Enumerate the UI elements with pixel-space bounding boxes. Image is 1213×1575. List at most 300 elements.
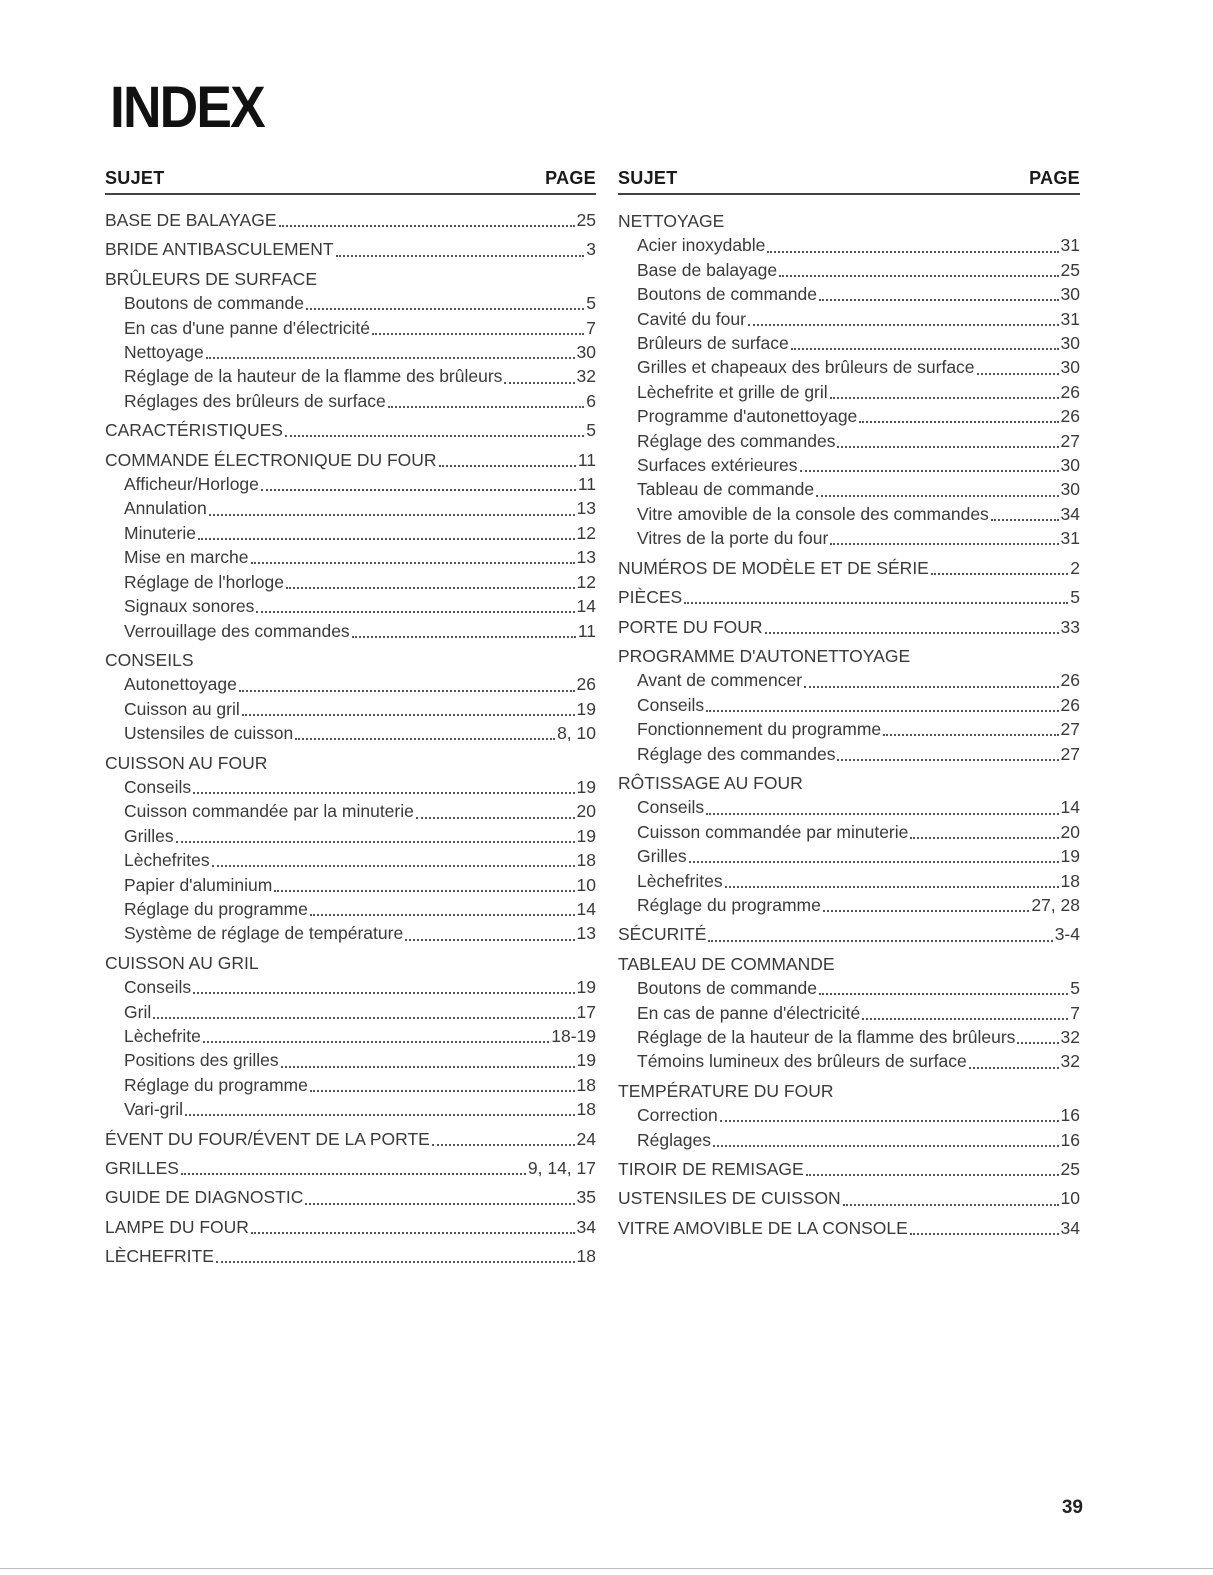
index-entry xyxy=(105,951,596,975)
dot-leader xyxy=(185,1114,575,1116)
entry-label: Grilles xyxy=(124,825,174,846)
entry-page: 19 xyxy=(576,698,596,719)
dot-leader xyxy=(286,587,575,589)
entry-page: 20 xyxy=(576,801,596,822)
entry-label: Lèchefrites xyxy=(124,850,210,871)
header-subject: SUJET xyxy=(105,168,165,188)
dot-leader xyxy=(388,406,585,408)
dot-leader xyxy=(910,1233,1059,1235)
header-page: PAGE xyxy=(1029,168,1080,188)
entry-label: Cuisson commandée par minuterie xyxy=(637,821,909,842)
index-entry xyxy=(105,418,596,442)
entry-page: 34 xyxy=(1060,1217,1080,1238)
entry-page: 16 xyxy=(1060,1129,1080,1150)
index-entry-group xyxy=(105,1127,596,1151)
index-entry xyxy=(618,615,1080,639)
entry-label: CUISSON AU FOUR xyxy=(105,752,268,773)
index-subentry xyxy=(618,307,1080,331)
entry-label: Grilles et chapeaux des brûleurs de surface xyxy=(637,357,975,378)
dot-leader xyxy=(791,348,1059,350)
index-subentry xyxy=(618,1025,1080,1049)
index-subentry xyxy=(618,976,1080,1000)
entry-page: 19 xyxy=(576,825,596,846)
index-subentry xyxy=(618,693,1080,717)
dot-leader xyxy=(706,813,1058,815)
entry-page: 18 xyxy=(576,850,596,871)
entry-page: 30 xyxy=(1060,284,1080,305)
index-entry-group xyxy=(618,1157,1080,1181)
index-subentry xyxy=(105,1073,596,1097)
entry-label: Réglage des commandes xyxy=(637,743,836,764)
index-subentry xyxy=(105,545,596,569)
entry-label: Conseils xyxy=(124,776,192,797)
index-entry-group xyxy=(618,585,1080,609)
dot-leader xyxy=(859,421,1058,423)
dot-leader xyxy=(765,632,1059,634)
entry-label: Afficheur/Horloge xyxy=(124,474,259,495)
index-subentry xyxy=(105,316,596,340)
entry-page: 19 xyxy=(1060,846,1080,867)
dot-leader xyxy=(198,538,575,540)
entry-page: 3 xyxy=(586,239,596,260)
entry-label: En cas de panne d'électricité xyxy=(637,1002,861,1023)
dot-leader xyxy=(504,382,574,384)
dot-leader xyxy=(804,686,1058,688)
entry-label: Acier inoxydable xyxy=(637,235,766,256)
dot-leader xyxy=(706,710,1058,712)
entry-label: Surfaces extérieures xyxy=(637,455,798,476)
dot-leader xyxy=(725,886,1059,888)
entry-label: Correction xyxy=(637,1105,718,1126)
dot-leader xyxy=(931,573,1068,575)
dot-leader xyxy=(281,1066,575,1068)
entry-page: 31 xyxy=(1060,528,1080,549)
entry-label: Gril xyxy=(124,1001,152,1022)
entry-label: Lèchefrite et grille de gril xyxy=(637,381,828,402)
index-entry-group xyxy=(618,1079,1080,1152)
index-subentry xyxy=(105,521,596,545)
index-subentry xyxy=(618,404,1080,428)
index-entry xyxy=(105,237,596,261)
dot-leader xyxy=(862,1018,1068,1020)
index-entry xyxy=(618,1079,1080,1103)
entry-label: En cas d'une panne d'électricité xyxy=(124,317,371,338)
index-subentry xyxy=(618,844,1080,868)
entry-page: 26 xyxy=(1060,381,1080,402)
dot-leader xyxy=(310,914,575,916)
entry-page: 18 xyxy=(576,1099,596,1120)
index-column-right xyxy=(618,168,1080,1245)
entry-page: 33 xyxy=(1060,616,1080,637)
index-entry xyxy=(618,1157,1080,1181)
dot-leader xyxy=(239,690,575,692)
dot-leader xyxy=(883,734,1058,736)
entry-page: 25 xyxy=(1060,259,1080,280)
dot-leader xyxy=(684,602,1068,604)
index-entry-group xyxy=(618,209,1080,551)
entry-page: 14 xyxy=(576,898,596,919)
index-subentry xyxy=(105,619,596,643)
index-subentry xyxy=(105,824,596,848)
entry-label: Cuisson commandée par la minuterie xyxy=(124,801,414,822)
entry-page: 19 xyxy=(576,776,596,797)
entry-page: 35 xyxy=(576,1187,596,1208)
dot-leader xyxy=(823,910,1029,912)
entry-page: 19 xyxy=(576,977,596,998)
index-entry-group xyxy=(105,951,596,1122)
entry-label: Boutons de commande xyxy=(637,978,817,999)
index-subentry xyxy=(105,594,596,618)
entry-page: 13 xyxy=(576,498,596,519)
entry-label: Programme d'autonettoyage xyxy=(637,406,858,427)
entry-label: TEMPÉRATURE DU FOUR xyxy=(618,1080,834,1101)
entry-label: Autonettoyage xyxy=(124,674,237,695)
index-entry-group xyxy=(618,556,1080,580)
entry-label: CONSEILS xyxy=(105,649,194,670)
entry-label: Lèchefrite xyxy=(124,1026,201,1046)
index-entry xyxy=(105,208,596,232)
entry-page: 11 xyxy=(577,449,596,470)
entry-label: LÈCHEFRITE xyxy=(105,1246,214,1267)
index-entry xyxy=(618,922,1080,946)
entry-label: Verrouillage des commandes xyxy=(124,620,350,641)
entry-page: 13 xyxy=(576,547,596,568)
index-subentry xyxy=(105,291,596,315)
index-entry xyxy=(618,209,1080,233)
header-subject: SUJET xyxy=(618,168,678,188)
dot-leader xyxy=(416,817,575,819)
entry-page: 32 xyxy=(1060,1051,1080,1072)
entry-label: Brûleurs de surface xyxy=(637,333,789,354)
entry-label: Signaux sonores xyxy=(124,596,255,617)
dot-leader xyxy=(708,940,1052,942)
dot-leader xyxy=(748,324,1059,326)
entry-label: Annulation xyxy=(124,498,207,519)
entry-label: LAMPE DU FOUR xyxy=(105,1216,249,1237)
index-entry-group xyxy=(105,237,596,261)
index-subentry xyxy=(105,721,596,745)
entry-page: 30 xyxy=(1060,357,1080,378)
index-subentry xyxy=(105,1048,596,1072)
index-subentry xyxy=(618,1049,1080,1073)
index-subentry xyxy=(618,233,1080,257)
entry-label: Ustensiles de cuisson xyxy=(124,723,294,744)
index-entry-group xyxy=(105,418,596,442)
dot-leader xyxy=(713,1145,1059,1147)
entry-page: 5 xyxy=(1070,978,1080,999)
entry-label: Cuisson au gril xyxy=(124,698,240,719)
entry-page: 34 xyxy=(576,1216,596,1237)
entry-page: 27 xyxy=(1060,430,1080,451)
index-entry-group xyxy=(105,1185,596,1209)
dot-leader xyxy=(372,333,584,335)
dot-leader xyxy=(720,1120,1059,1122)
index-subentry xyxy=(618,1103,1080,1127)
dot-leader xyxy=(767,251,1058,253)
index-subentry xyxy=(618,668,1080,692)
entry-label: RÔTISSAGE AU FOUR xyxy=(618,772,803,793)
index-subentry xyxy=(105,897,596,921)
index-subentry xyxy=(618,502,1080,526)
page-number: 39 xyxy=(1061,1497,1083,1518)
entry-label: Réglage de la hauteur de la flamme des brûleurs xyxy=(637,1027,1016,1047)
entry-page: 19 xyxy=(576,1050,596,1071)
entry-page: 27, 28 xyxy=(1031,894,1080,915)
index-column-left xyxy=(105,168,596,1274)
index-subentry xyxy=(105,496,596,520)
entry-label: SÉCURITÉ xyxy=(618,924,707,945)
index-entry-group xyxy=(105,648,596,746)
index-entry xyxy=(105,1156,596,1180)
entry-label: Lèchefrites xyxy=(637,870,723,891)
dot-leader xyxy=(212,865,575,867)
index-entry xyxy=(618,1186,1080,1210)
entry-page: 14 xyxy=(1060,797,1080,818)
entry-label: Réglage de la hauteur de la flamme des brûleurs xyxy=(124,366,503,387)
dot-leader xyxy=(251,562,575,564)
entry-page: 20 xyxy=(1060,821,1080,842)
entry-page: 13 xyxy=(576,923,596,944)
dot-leader xyxy=(181,1173,526,1175)
dot-leader xyxy=(843,1204,1059,1206)
index-subentry xyxy=(105,472,596,496)
entry-label: Vitres de la porte du four xyxy=(637,528,829,549)
bottom-rule xyxy=(0,1568,1213,1569)
entry-page: 34 xyxy=(1060,503,1080,524)
entry-page: 17 xyxy=(576,1001,596,1022)
index-entry-group xyxy=(105,751,596,946)
dot-leader xyxy=(285,435,584,437)
index-entry-group xyxy=(105,1244,596,1268)
entry-page: 26 xyxy=(1060,406,1080,427)
entry-page: 3-4 xyxy=(1054,924,1080,945)
dot-leader xyxy=(779,275,1058,277)
entry-label: GUIDE DE DIAGNOSTIC xyxy=(105,1187,304,1208)
dot-leader xyxy=(689,861,1059,863)
entry-page: 25 xyxy=(576,210,596,230)
entry-label: Vari-gril xyxy=(124,1099,183,1120)
dot-leader xyxy=(251,1232,575,1234)
dot-leader xyxy=(193,792,574,794)
entry-page: 7 xyxy=(1070,1002,1080,1023)
index-entry xyxy=(618,556,1080,580)
index-subentry xyxy=(618,795,1080,819)
index-entry-group xyxy=(618,1216,1080,1240)
index-subentry xyxy=(105,570,596,594)
index-entries xyxy=(105,208,596,1269)
index-subentry xyxy=(105,873,596,897)
entry-label: Grilles xyxy=(637,846,687,867)
index-entry xyxy=(105,1185,596,1209)
dot-leader xyxy=(295,738,555,740)
entry-page: 5 xyxy=(586,293,596,314)
entry-page: 11 xyxy=(577,474,596,495)
entry-page: 18-19 xyxy=(551,1026,596,1046)
dot-leader xyxy=(991,519,1059,521)
index-entry xyxy=(105,751,596,775)
dot-leader xyxy=(193,992,574,994)
index-entries xyxy=(618,209,1080,1240)
entry-label: Vitre amovible de la console des commandes xyxy=(637,503,989,524)
entry-label: Réglages xyxy=(637,1129,711,1150)
entry-page: 5 xyxy=(1070,587,1080,608)
entry-label: Cavité du four xyxy=(637,308,746,329)
entry-label: GRILLES xyxy=(105,1158,179,1179)
index-subentry xyxy=(105,775,596,799)
entry-label: BASE DE BALAYAGE xyxy=(105,210,277,230)
dot-leader xyxy=(806,1174,1059,1176)
entry-label: Système de réglage de température xyxy=(124,923,404,944)
index-entry xyxy=(618,771,1080,795)
entry-label: BRIDE ANTIBASCULEMENT xyxy=(105,239,334,260)
entry-label: CARACTÉRISTIQUES xyxy=(105,420,283,441)
dot-leader xyxy=(336,255,585,257)
entry-page: 12 xyxy=(576,571,596,592)
entry-page: 2 xyxy=(1070,557,1080,578)
index-entry xyxy=(105,267,596,291)
dot-leader xyxy=(819,993,1068,995)
index-entry xyxy=(618,644,1080,668)
index-entry xyxy=(618,1216,1080,1240)
index-subentry xyxy=(618,453,1080,477)
index-subentry xyxy=(105,975,596,999)
entry-label: NETTOYAGE xyxy=(618,211,725,231)
dot-leader xyxy=(800,470,1059,472)
dot-leader xyxy=(837,759,1058,761)
page-title: INDEX xyxy=(110,75,264,140)
index-entry xyxy=(105,448,596,472)
entry-label: Conseils xyxy=(637,797,705,818)
dot-leader xyxy=(819,299,1059,301)
entry-page: 6 xyxy=(586,390,596,411)
index-entry xyxy=(105,1244,596,1268)
entry-label: Réglages des brûleurs de surface xyxy=(124,390,386,411)
entry-label: Minuterie xyxy=(124,522,196,543)
entry-label: Papier d'aluminium xyxy=(124,874,273,895)
entry-label: Réglage du programme xyxy=(124,898,308,919)
index-subentry xyxy=(618,429,1080,453)
dot-leader xyxy=(306,308,584,310)
index-subentry xyxy=(105,364,596,388)
index-subentry xyxy=(618,258,1080,282)
dot-leader xyxy=(209,514,575,516)
entry-label: Réglage de l'horloge xyxy=(124,571,284,592)
entry-page: 5 xyxy=(586,420,596,441)
entry-page: 24 xyxy=(576,1128,596,1149)
entry-label: PIÈCES xyxy=(618,587,683,608)
index-subentry xyxy=(105,340,596,364)
index-subentry xyxy=(105,848,596,872)
entry-page: 31 xyxy=(1060,235,1080,256)
index-entry-group xyxy=(618,644,1080,766)
entry-page: 31 xyxy=(1060,308,1080,329)
index-entry xyxy=(105,1215,596,1239)
index-subentry xyxy=(105,1000,596,1024)
entry-page: 11 xyxy=(577,620,596,641)
index-entry-group xyxy=(105,208,596,232)
dot-leader xyxy=(153,1017,574,1019)
entry-label: Nettoyage xyxy=(124,342,204,363)
entry-page: 7 xyxy=(586,317,596,338)
entry-page: 30 xyxy=(576,342,596,363)
entry-page: 9, 14, 17 xyxy=(527,1158,596,1179)
entry-label: Boutons de commande xyxy=(637,284,817,305)
entry-label: BRÛLEURS DE SURFACE xyxy=(105,268,317,289)
entry-label: USTENSILES DE CUISSON xyxy=(618,1188,841,1209)
entry-page: 8, 10 xyxy=(557,723,596,744)
index-subentry xyxy=(105,1097,596,1121)
entry-label: ÉVENT DU FOUR/ÉVENT DE LA PORTE xyxy=(105,1128,430,1149)
dot-leader xyxy=(352,636,576,638)
entry-label: CUISSON AU GRIL xyxy=(105,952,259,973)
entry-label: Témoins lumineux des brûleurs de surface xyxy=(637,1051,967,1072)
entry-page: 12 xyxy=(576,522,596,543)
index-entry-group xyxy=(618,771,1080,917)
entry-label: NUMÉROS DE MODÈLE ET DE SÉRIE xyxy=(618,557,929,578)
entry-page: 16 xyxy=(1060,1105,1080,1126)
entry-label: Positions des grilles xyxy=(124,1050,279,1071)
entry-label: Conseils xyxy=(124,977,192,998)
column-header xyxy=(105,168,596,195)
dot-leader xyxy=(206,357,575,359)
entry-label: Boutons de commande xyxy=(124,293,304,314)
dot-leader xyxy=(203,1041,549,1043)
entry-label: Réglage du programme xyxy=(124,1074,308,1095)
dot-leader xyxy=(405,939,574,941)
entry-page: 10 xyxy=(576,874,596,895)
column-header xyxy=(618,168,1080,195)
entry-page: 25 xyxy=(1060,1159,1080,1180)
index-entry xyxy=(618,585,1080,609)
index-entry-group xyxy=(105,448,596,643)
index-entry-group xyxy=(618,922,1080,946)
entry-page: 30 xyxy=(1060,455,1080,476)
index-entry xyxy=(105,1127,596,1151)
entry-page: 18 xyxy=(576,1246,596,1267)
dot-leader xyxy=(274,890,574,892)
index-subentry xyxy=(618,355,1080,379)
dot-leader xyxy=(279,225,575,227)
entry-page: 27 xyxy=(1060,719,1080,740)
dot-leader xyxy=(816,495,1058,497)
entry-label: COMMANDE ÉLECTRONIQUE DU FOUR xyxy=(105,449,437,470)
index-subentry xyxy=(105,799,596,823)
header-page: PAGE xyxy=(545,168,596,188)
index-subentry xyxy=(105,697,596,721)
entry-page: 26 xyxy=(1060,694,1080,715)
index-subentry xyxy=(618,893,1080,917)
index-entry xyxy=(105,648,596,672)
entry-page: 26 xyxy=(576,674,596,695)
entry-label: Tableau de commande xyxy=(637,479,815,500)
entry-label: Mise en marche xyxy=(124,547,249,568)
dot-leader xyxy=(305,1203,574,1205)
entry-label: TABLEAU DE COMMANDE xyxy=(618,953,835,974)
index-subentry xyxy=(618,869,1080,893)
dot-leader xyxy=(242,714,575,716)
index-subentry xyxy=(618,282,1080,306)
dot-leader xyxy=(910,837,1058,839)
entry-page: 32 xyxy=(576,366,596,387)
index-subentry xyxy=(618,717,1080,741)
index-entry xyxy=(618,952,1080,976)
dot-leader xyxy=(216,1261,575,1263)
index-subentry xyxy=(618,331,1080,355)
entry-label: Base de balayage xyxy=(637,259,778,280)
entry-page: 18 xyxy=(1060,870,1080,891)
entry-page: 27 xyxy=(1060,743,1080,764)
index-entry-group xyxy=(618,1186,1080,1210)
